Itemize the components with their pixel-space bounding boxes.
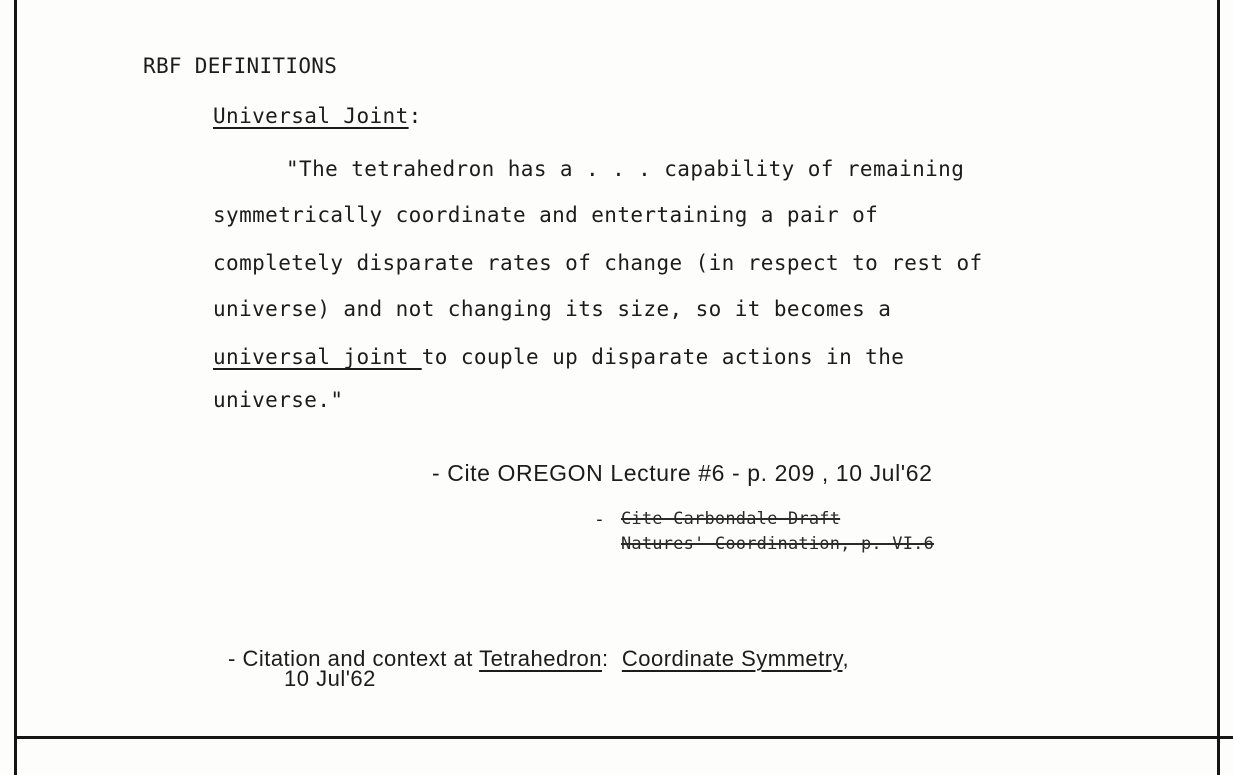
quote-line-6: universe." bbox=[213, 388, 344, 412]
card-bottom-border bbox=[14, 736, 1233, 739]
context-citation-trail: , bbox=[842, 646, 850, 671]
term-title bbox=[213, 106, 422, 127]
quote-line-2: symmetrically coordinate and entertaining a pair of bbox=[213, 203, 879, 227]
coordinate-symmetry-link[interactable]: Coordinate Symmetry bbox=[621, 646, 843, 671]
context-citation-separator: : bbox=[602, 646, 609, 671]
quote-line-4: universe) and not changing its size, so it becomes a bbox=[213, 297, 892, 321]
tetrahedron-link[interactable]: Tetrahedron bbox=[479, 646, 602, 671]
card-right-border bbox=[1217, 0, 1220, 775]
card-heading: RBF DEFINITIONS bbox=[143, 54, 338, 78]
context-citation-date: 10 Jul'62 bbox=[284, 666, 376, 691]
quote-line-5 bbox=[213, 347, 904, 368]
quote-line-5-rest: to couple up disparate actions in the bbox=[421, 345, 905, 369]
card-left-border bbox=[14, 0, 17, 775]
term-name: Universal Joint bbox=[213, 104, 409, 128]
struck-citation-line-2: Natures' Coordination, p. VI.6 bbox=[621, 534, 935, 554]
term-colon: : bbox=[408, 104, 422, 128]
quote-underlined-phrase: universal joint bbox=[213, 345, 422, 369]
quote-line-1: "The tetrahedron has a . . . capability of remaining bbox=[286, 157, 965, 181]
quote-line-3: completely disparate rates of change (in respect to rest of bbox=[213, 251, 983, 275]
context-citation-prefix: - Citation and context at bbox=[228, 646, 473, 671]
struck-citation-line-1: Cite Carbondale Draft bbox=[621, 509, 841, 529]
struck-citation-dash: - bbox=[594, 509, 606, 530]
primary-citation: - Cite OREGON Lecture #6 - p. 209 , 10 Jul'62 bbox=[432, 460, 933, 486]
